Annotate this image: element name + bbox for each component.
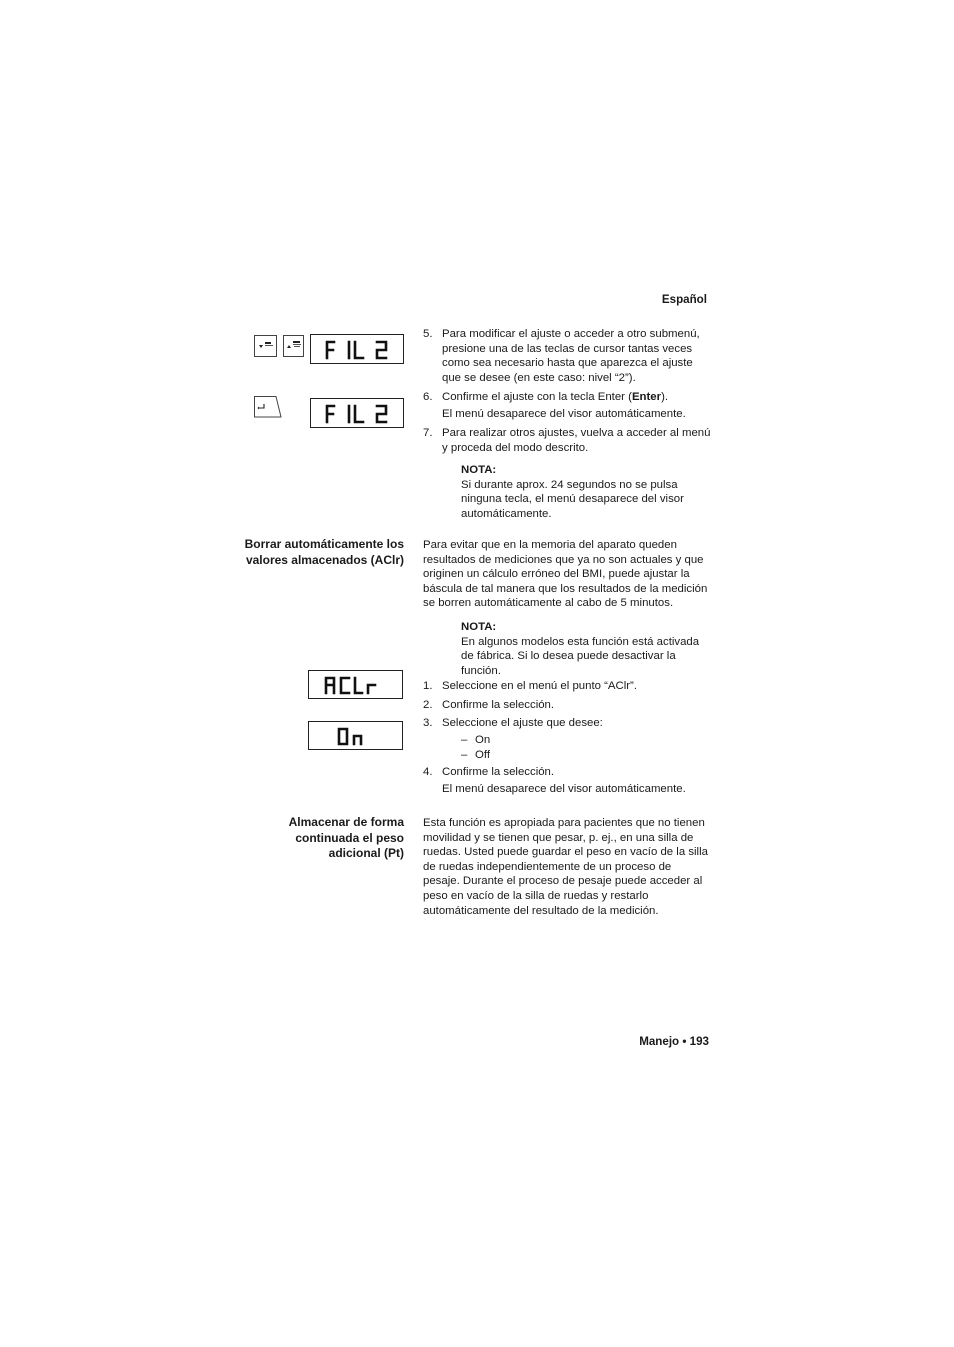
- step-text: Para modificar el ajuste o acceder a otro submenú, presione una de las teclas de cursor tantas veces como sea necesario hasta que aparezca el ajuste que se desee (en este caso: nivel “2”).: [442, 328, 700, 384]
- option-off: – Off: [461, 748, 490, 761]
- cursor-down-key: [254, 335, 277, 357]
- lcd-display-on: [308, 721, 403, 750]
- step-number: 6.: [423, 391, 433, 403]
- enter-keyword: Enter: [631, 391, 662, 403]
- note-text: Si durante aprox. 24 segundos no se pulsa ninguna tecla, el menú desaparece del visor automáticamente.: [461, 478, 684, 520]
- step-text: Seleccione el ajuste que desee:: [442, 717, 603, 729]
- aclr-step-2: [423, 698, 713, 713]
- step-text: Confirme el ajuste con la tecla Enter (Enter).: [442, 391, 669, 403]
- lcd-segments: [311, 335, 405, 365]
- section-intro-aclr: Para evitar que en la memoria del aparato queden resultados de mediciones que ya no son actuales y que originen un cálculo erróneo del BMI, puede ajustar la báscula de tal manera que los resultados de la medición se borren automáticamente al cabo de 5 minutos.: [423, 539, 708, 610]
- note-timeout: [461, 463, 711, 521]
- option-on: – On: [461, 734, 491, 746]
- cursor-down-icon: [255, 336, 278, 358]
- step-5: [423, 327, 713, 385]
- step-text: Confirme la selección.: [442, 699, 555, 711]
- note-title: NOTA:: [461, 621, 497, 633]
- note-aclr: [461, 620, 711, 678]
- cursor-up-icon: [284, 336, 305, 358]
- page-footer: Manejo • 193: [639, 1035, 709, 1048]
- enter-key: [254, 396, 282, 418]
- section-heading-aclr: Borrar automáticamente los valores almacenados (AClr): [244, 537, 404, 567]
- language-label: Español: [661, 293, 707, 306]
- step-number: 2.: [423, 699, 433, 711]
- step-number: 7.: [423, 427, 433, 439]
- step-subtext: El menú desaparece del visor automáticamente.: [442, 782, 686, 795]
- step-number: 3.: [423, 717, 433, 729]
- section-heading-pt: Almacenar de forma continuada el peso adicional (Pt): [288, 815, 404, 861]
- step-text: Para realizar otros ajustes, vuelva a acceder al menú y proceda del modo descrito.: [442, 427, 711, 454]
- section-intro-pt: Esta función es apropiada para pacientes que no tienen movilidad y se tienen que pesar, p. ej., en una silla de ruedas. Usted puede guardar el peso en vacío de la silla de ruedas independientemente de un proceso de pesaje. Durante el proceso de pesaje puede acceder al peso en vacío de la silla de ruedas y restarlo automáticamente del resultado de la medición.: [423, 817, 708, 917]
- aclr-step-4: [423, 765, 713, 796]
- step-subtext: El menú desaparece del visor automáticamente.: [442, 407, 686, 420]
- enter-icon: [254, 396, 282, 418]
- note-title: NOTA:: [461, 464, 497, 476]
- aclr-step-3: [423, 716, 713, 731]
- cursor-up-key: [283, 335, 304, 357]
- step-number: 1.: [423, 680, 433, 692]
- step-text: Confirme la selección.: [442, 766, 555, 778]
- lcd-display-fil2-a: [310, 334, 404, 364]
- step-number: 4.: [423, 766, 433, 778]
- step-6: [423, 390, 713, 421]
- lcd-segments: [311, 399, 405, 429]
- lcd-segments: [309, 671, 404, 700]
- aclr-step-1: [423, 679, 713, 694]
- step-7: [423, 426, 713, 455]
- step-number: 5.: [423, 328, 433, 340]
- lcd-display-fil2-b: [310, 398, 404, 428]
- lcd-display-aclr: [308, 670, 403, 699]
- lcd-segments: [309, 722, 404, 751]
- option-list: [461, 733, 490, 762]
- step-text: Seleccione en el menú el punto “AClr”.: [442, 680, 638, 692]
- note-text: En algunos modelos esta función está activada de fábrica. Si lo desea puede desactivar la función.: [461, 635, 700, 677]
